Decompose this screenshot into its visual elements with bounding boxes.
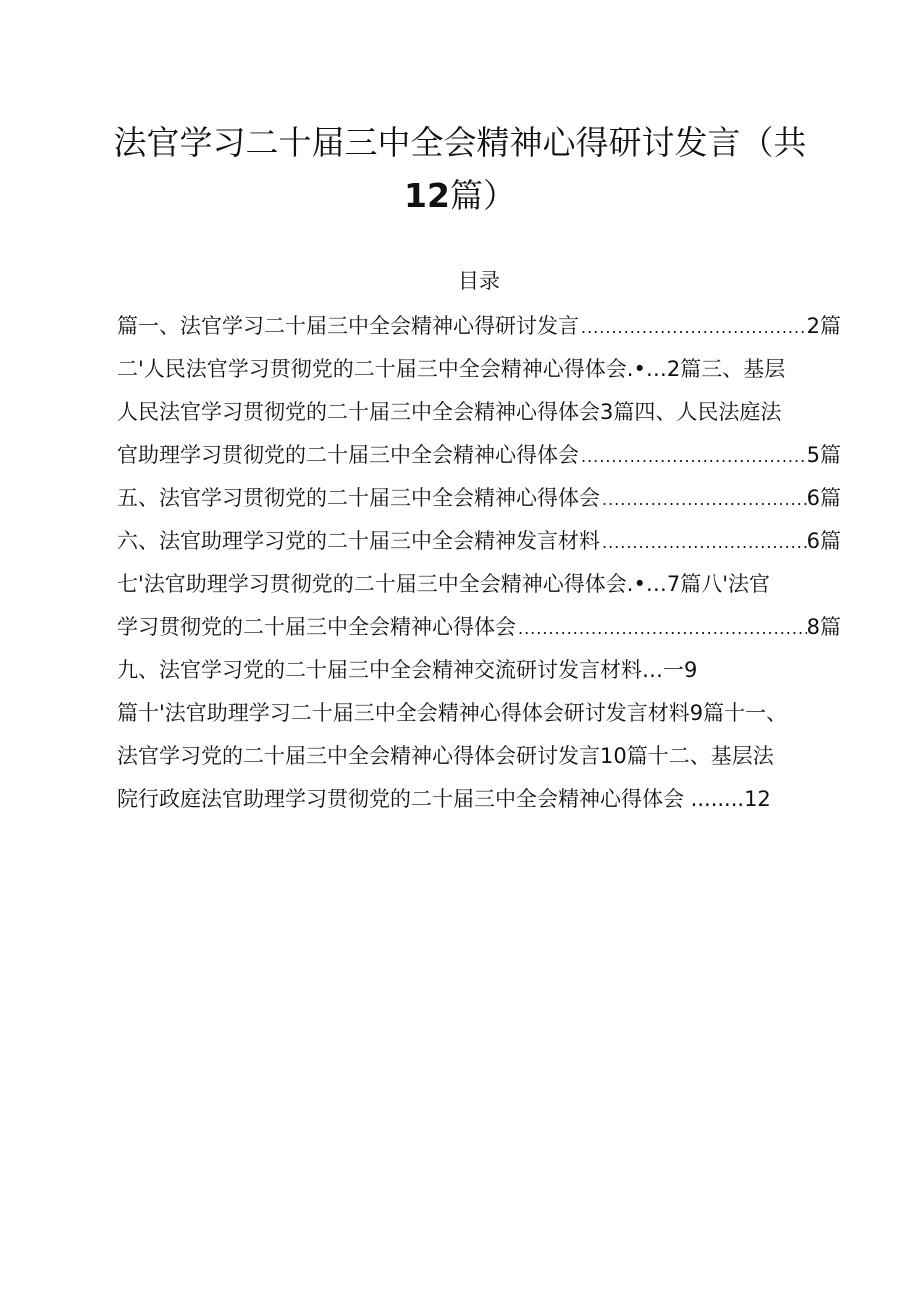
toc-entry-text: 篇一、法官学习二十届三中全会精神心得研讨发言	[117, 314, 579, 338]
toc-entry-2[interactable]: 二'人民法官学习贯彻党的二十届三中全会精神心得体会.•…2篇三、基层	[117, 357, 786, 381]
toc-entry-12[interactable]: 院行政庭法官助理学习贯彻党的二十届三中全会精神心得体会 ........12	[117, 787, 771, 811]
dot-leader	[600, 528, 807, 558]
toc-entry-9[interactable]: 九、法官学习党的二十届三中全会精神交流研讨发言材料…一9	[117, 658, 698, 682]
document-title-line-1: 法官学习二十届三中全会精神心得研讨发言（共	[113, 123, 807, 162]
toc-entry-page: 6篇	[806, 486, 841, 510]
toc-entry-7[interactable]: 七'法官助理学习贯彻党的二十届三中全会精神心得体会.•…7篇八'法官	[117, 572, 770, 596]
toc-entry-10[interactable]: 篇十'法官助理学习二十届三中全会精神心得体会研讨发言材料9篇十一、	[117, 701, 788, 725]
toc-entry-page: 2篇	[806, 314, 841, 338]
dot-leader	[579, 313, 807, 343]
toc-entry-text: 学习贯彻党的二十届三中全会精神心得体会	[117, 615, 516, 639]
toc-entry-page: 8篇	[806, 615, 841, 639]
document-title-line-2	[100, 170, 820, 222]
toc-entry-3[interactable]: 人民法官学习贯彻党的二十届三中全会精神心得体会3篇四、人民法庭法	[117, 400, 782, 424]
title-count-number: 12	[404, 176, 450, 215]
toc-entry-8[interactable]	[117, 612, 841, 644]
dot-leader	[600, 485, 807, 515]
toc-entry-text: 六、法官助理学习党的二十届三中全会精神发言材料	[117, 529, 600, 553]
toc-entry-4[interactable]	[117, 440, 841, 472]
toc-entry-text: 官助理学习贯彻党的二十届三中全会精神心得体会	[117, 443, 579, 467]
toc-entry-text: 五、法官学习贯彻党的二十届三中全会精神心得体会	[117, 486, 600, 510]
toc-entry-11[interactable]: 法官学习党的二十届三中全会精神心得体会研讨发言10篇十二、基层法	[117, 744, 774, 768]
toc-entry-page: 6篇	[806, 529, 841, 553]
dot-leader	[579, 442, 807, 472]
toc-entry-5[interactable]	[117, 483, 841, 515]
toc-heading: 目录	[458, 269, 500, 293]
dot-leader	[516, 614, 807, 644]
toc-entry-1[interactable]	[117, 311, 841, 343]
toc-entry-6[interactable]	[117, 526, 841, 558]
toc-entry-page: 5篇	[806, 443, 841, 467]
title-count-suffix: 篇）	[449, 176, 516, 215]
